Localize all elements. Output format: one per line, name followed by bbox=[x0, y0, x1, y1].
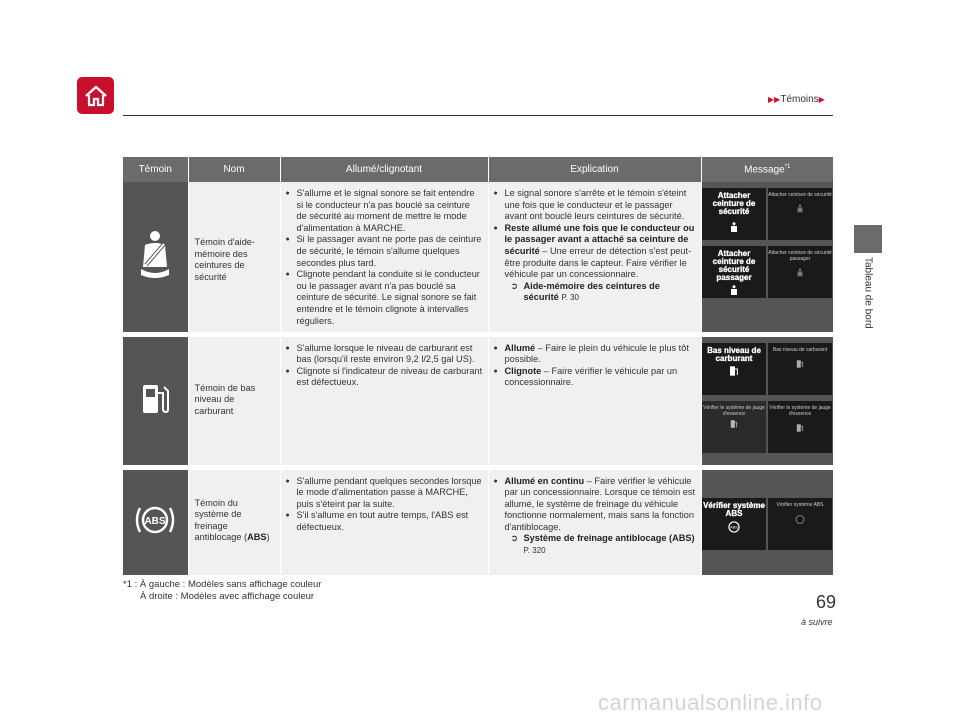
lit-cell bbox=[280, 334, 488, 467]
column-header bbox=[701, 157, 833, 182]
chapter-tab[interactable] bbox=[854, 225, 882, 253]
message-cell bbox=[701, 467, 833, 575]
message-screen: Vérifier système ABS ABS bbox=[702, 498, 766, 550]
breadcrumb-arrow-icon: ▶▶ bbox=[768, 95, 781, 104]
message-screen: Vérifier système ABS bbox=[768, 498, 832, 550]
explanation-cell bbox=[488, 334, 701, 467]
fuel-pump-icon bbox=[796, 359, 804, 369]
message-screen: Vérifier le système de jauge d'essence bbox=[768, 401, 832, 453]
table-row bbox=[123, 182, 833, 334]
breadcrumb-arrow-icon: ▶ bbox=[818, 95, 825, 104]
chapter-label-text: Tableau de bord bbox=[862, 257, 874, 329]
message-cell bbox=[701, 334, 833, 467]
message-screen: Attacher ceinture de sécurité passager bbox=[702, 246, 766, 298]
message-screen: Attacher ceinture de sécurité bbox=[768, 188, 832, 240]
fuel-pump-icon bbox=[730, 419, 738, 429]
reference-arrow-icon: ➲ bbox=[510, 280, 519, 291]
home-button[interactable] bbox=[77, 77, 114, 114]
list-item: ● Allumé – Faire le plein du véhicule le plus tôt possible. bbox=[494, 343, 696, 366]
indicator-name: Témoin d'aide-mémoire des ceintures de sécurité bbox=[188, 182, 280, 334]
chapter-label bbox=[856, 257, 880, 337]
message-screen: Bas niveau de carburant bbox=[702, 343, 766, 395]
seatbelt-icon bbox=[796, 268, 804, 279]
footnote bbox=[123, 579, 321, 603]
indicator-name: Témoin du système de freinage antiblocage (ABS) bbox=[188, 467, 280, 575]
reference-arrow-icon: ➲ bbox=[510, 533, 519, 544]
column-header-label: Message bbox=[744, 164, 785, 176]
message-cell bbox=[701, 182, 833, 334]
watermark: carmanualsonline.info bbox=[598, 690, 823, 715]
list-item: ● Reste allumé une fois que le conducteur ou le passager avant a attaché sa ceinture de sécurité – Une erreur de détection s'est peut-être produite dans le capteur. Faire vérifier le véhicule par un concessionnaire. bbox=[494, 223, 696, 281]
home-icon bbox=[84, 85, 108, 107]
abs-icon bbox=[133, 502, 177, 538]
message-screen: Attacher ceinture de sécurité passager bbox=[768, 246, 832, 298]
list-item: ● S'il s'allume en tout autre temps, l'ABS est défectueux. bbox=[286, 510, 483, 533]
indicator-cell bbox=[123, 182, 188, 334]
breadcrumb-label[interactable]: Témoins bbox=[780, 94, 819, 105]
seatbelt-icon bbox=[796, 204, 804, 215]
page-number: 69 bbox=[816, 592, 837, 612]
lit-cell bbox=[280, 467, 488, 575]
footnote-mark: *1 bbox=[784, 163, 791, 170]
lit-cell bbox=[280, 182, 488, 334]
list-item: ● Si le passager avant ne porte pas de ceinture de sécurité, le témoin s'allume quelques secondes plus tard. bbox=[286, 234, 483, 269]
abs-icon bbox=[793, 514, 807, 525]
message-screen: Vérifier le système de jauge d'essence bbox=[702, 401, 766, 453]
footnote-line: *1 : À gauche : Modèles sans affichage couleur bbox=[123, 579, 322, 590]
column-header: Allumé/clignotant bbox=[280, 157, 488, 182]
message-screen: Bas niveau de carburant bbox=[768, 343, 832, 395]
indicator-name: Témoin de bas niveau de carburant bbox=[188, 334, 280, 467]
abs-icon bbox=[725, 520, 743, 534]
column-header: Explication bbox=[488, 157, 701, 182]
indicator-table bbox=[123, 157, 834, 575]
fuel-pump-icon bbox=[729, 365, 739, 377]
list-item: ● Allumé en continu – Faire vérifier le véhicule par un concessionnaire. Lorsque ce témoin est allumé, le système de freinage du véhicule fonctionne normalement, mais sans la fonction d'antiblocage. bbox=[494, 476, 696, 534]
table-row bbox=[123, 334, 833, 467]
list-item: ● S'allume pendant quelques secondes lorsque le mode d'alimentation passe à MARCHE, puis s'éteint par la suite. bbox=[286, 476, 483, 511]
list-item: ● Le signal sonore s'arrête et le témoin s'éteint une fois que le conducteur et le passager avant ont bouclé leurs ceintures de sécurité. bbox=[494, 188, 696, 223]
cross-reference-link[interactable]: ➲ Aide-mémoire des ceintures de sécurité P. 30 bbox=[510, 280, 660, 303]
footnote-line: À droite : Modèles avec affichage couleur bbox=[140, 591, 315, 602]
explanation-cell bbox=[488, 467, 701, 575]
list-item: ● Clignote pendant la conduite si le conducteur ou le passager avant n'a pas bouclé sa ceinture de sécurité. Le signal sonore se fait entendre et le témoin clignote à intervalles réguliers. bbox=[286, 269, 483, 327]
fuel-pump-icon bbox=[140, 381, 170, 417]
svg-text:ABS: ABS bbox=[730, 524, 738, 530]
indicator-cell bbox=[123, 334, 188, 467]
table-row bbox=[123, 467, 833, 575]
list-item: ● Clignote – Faire vérifier le véhicule par un concessionnaire. bbox=[494, 366, 696, 389]
indicator-cell bbox=[123, 467, 188, 575]
explanation-cell bbox=[488, 182, 701, 334]
svg-text:ABS: ABS bbox=[144, 516, 166, 528]
continued-label: à suivre bbox=[801, 617, 833, 627]
list-item: ● S'allume lorsque le niveau de carburant est bas (lorsqu'il reste environ 9,2 l/2,5 gal US). bbox=[286, 343, 483, 366]
seatbelt-icon bbox=[729, 222, 739, 235]
seatbelt-icon bbox=[135, 229, 175, 281]
fuel-pump-icon bbox=[796, 423, 804, 433]
header-rule bbox=[123, 115, 833, 116]
breadcrumb[interactable] bbox=[768, 94, 825, 105]
list-item: ● S'allume et le signal sonore se fait entendre si le conducteur n'a pas bouclé sa ceinture de sécurité au moment de mettre le mode d'alimentation à MARCHE. bbox=[286, 188, 483, 234]
seatbelt-icon bbox=[729, 285, 739, 298]
cross-reference-link[interactable]: ➲ Système de freinage antiblocage (ABS) P. 320 bbox=[510, 533, 695, 556]
column-header: Témoin bbox=[123, 157, 188, 182]
column-header: Nom bbox=[188, 157, 280, 182]
message-screen: Attacher ceinture de sécurité bbox=[702, 188, 766, 240]
list-item: ● Clignote si l'indicateur de niveau de carburant est défectueux. bbox=[286, 366, 483, 389]
